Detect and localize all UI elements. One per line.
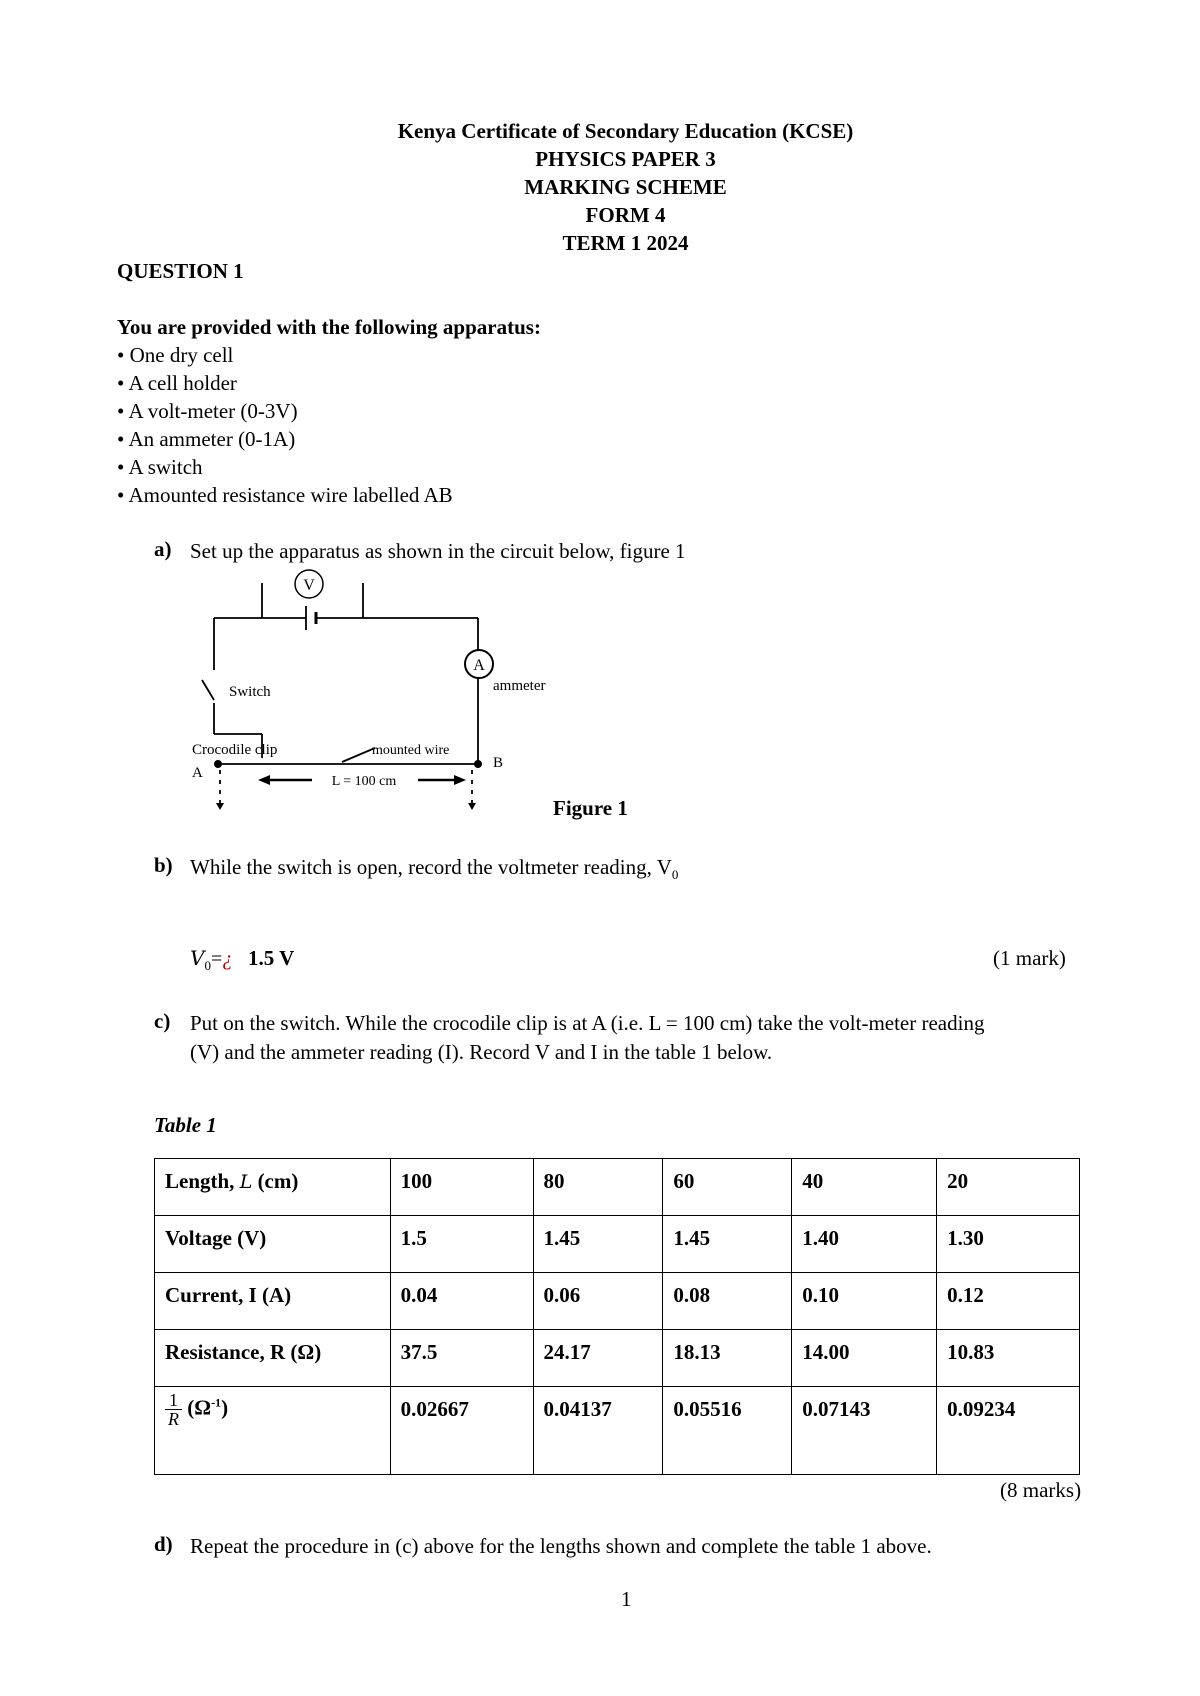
fraction: $\frac{1}{R}$: [165, 1391, 182, 1428]
apparatus-item: • Amounted resistance wire labelled AB: [117, 483, 453, 507]
table-title: Table 1: [154, 1113, 217, 1137]
answer-subscript: 0: [204, 958, 211, 974]
table-cell: 1.45: [533, 1216, 663, 1273]
term-title: TERM 1 2024: [562, 231, 689, 255]
part-b-marks: (1 mark): [993, 946, 1066, 970]
apparatus-item: • One dry cell: [117, 343, 234, 367]
point-a-dot: [214, 760, 222, 768]
table-cell: 1.40: [792, 1216, 937, 1273]
ammeter-symbol: A: [473, 657, 485, 674]
ammeter-label: ammeter: [493, 678, 546, 694]
question-title: QUESTION 1: [117, 259, 244, 283]
part-d-label: d): [154, 1532, 173, 1556]
point-a-label: A: [192, 765, 203, 781]
paper-title: PHYSICS PAPER 3: [535, 147, 716, 171]
arrow-down-icon: [216, 803, 224, 810]
mounted-wire-label: mounted wire: [372, 743, 450, 758]
part-c-line2: (V) and the ammeter reading (I). Record V and I in the table 1 below.: [190, 1040, 773, 1064]
table-cell: 37.5: [390, 1330, 533, 1387]
part-d-text: Repeat the procedure in (c) above for the lengths shown and complete the table 1 above.: [190, 1534, 932, 1558]
apparatus-item: • A switch: [117, 455, 203, 479]
part-b-question: While the switch is open, record the voltmeter reading, V: [190, 855, 672, 879]
row-label-resistance: Resistance, R (Ω): [155, 1330, 391, 1387]
table-cell: 0.10: [792, 1273, 937, 1330]
answer-variable: V: [190, 946, 205, 970]
circuit-diagram: [0, 0, 1200, 830]
table-cell: 40: [792, 1159, 937, 1216]
apparatus-item: • A cell holder: [117, 371, 237, 395]
results-table: [154, 1158, 1080, 1475]
table-cell: 1.30: [937, 1216, 1080, 1273]
point-b-label: B: [493, 755, 504, 771]
answer-equals: =: [210, 948, 223, 970]
crocodile-clip-label: Crocodile clip: [192, 742, 278, 758]
part-c-line1: Put on the switch. While the crocodile clip is at A (i.e. L = 100 cm) take the volt-meter reading: [190, 1011, 985, 1035]
arrow-left-icon: [258, 775, 270, 785]
row-label-reciprocal-resistance: $\frac{1}{R}$ $(\Omega^{-1})$: [155, 1387, 391, 1475]
row-label-length: Length, L (cm): [155, 1159, 391, 1216]
table-cell: 14.00: [792, 1330, 937, 1387]
part-b-text: [190, 853, 678, 889]
table-cell: 0.06: [533, 1273, 663, 1330]
part-b-answer: [190, 944, 294, 980]
table-cell: 20: [937, 1159, 1080, 1216]
apparatus-item: • A volt-meter (0-3V): [117, 399, 298, 423]
subscript: 0: [671, 867, 679, 883]
point-b-dot: [474, 760, 482, 768]
table-cell: 80: [533, 1159, 663, 1216]
part-c-label: c): [154, 1009, 171, 1033]
answer-glyph: ¿: [222, 946, 233, 970]
page-number: 1: [621, 1587, 632, 1611]
form-title: FORM 4: [585, 203, 666, 227]
table-cell: 0.07143: [792, 1387, 937, 1475]
table-cell: 1.45: [663, 1216, 792, 1273]
table-cell: 0.08: [663, 1273, 792, 1330]
apparatus-intro: You are provided with the following apparatus:: [117, 315, 541, 339]
switch-blade: [202, 680, 214, 700]
row-label-voltage: Voltage (V): [155, 1216, 391, 1273]
length-label: L = 100 cm: [331, 774, 397, 789]
row-label-current: Current, I (A): [155, 1273, 391, 1330]
table-cell: 24.17: [533, 1330, 663, 1387]
voltmeter-symbol: V: [303, 577, 315, 594]
table-cell: 0.05516: [663, 1387, 792, 1475]
table-cell: 18.13: [663, 1330, 792, 1387]
table-cell: 60: [663, 1159, 792, 1216]
table-row: [155, 1159, 1080, 1216]
part-a-text: Set up the apparatus as shown in the circuit below, figure 1: [190, 539, 686, 563]
table-row: [155, 1273, 1080, 1330]
table-row: [155, 1387, 1080, 1475]
table-row: [155, 1330, 1080, 1387]
scheme-title: MARKING SCHEME: [524, 175, 727, 199]
part-a-label: a): [154, 537, 172, 561]
switch-label: Switch: [229, 684, 271, 700]
table-cell: 10.83: [937, 1330, 1080, 1387]
figure-caption: Figure 1: [553, 796, 628, 820]
table-cell: 0.09234: [937, 1387, 1080, 1475]
table-cell: 0.12: [937, 1273, 1080, 1330]
answer-value: 1.5 V: [247, 946, 295, 970]
arrow-down-icon: [468, 803, 476, 810]
table-row: [155, 1216, 1080, 1273]
exam-title: Kenya Certificate of Secondary Education (KCSE): [397, 119, 854, 143]
table-cell: 1.5: [390, 1216, 533, 1273]
table-marks: (8 marks): [1000, 1478, 1082, 1502]
arrow-right-icon: [454, 775, 466, 785]
table-cell: 0.02667: [390, 1387, 533, 1475]
table-cell: 100: [390, 1159, 533, 1216]
part-b-label: b): [154, 853, 173, 877]
table-cell: 0.04137: [533, 1387, 663, 1475]
apparatus-item: • An ammeter (0-1A): [117, 427, 296, 451]
table-cell: 0.04: [390, 1273, 533, 1330]
